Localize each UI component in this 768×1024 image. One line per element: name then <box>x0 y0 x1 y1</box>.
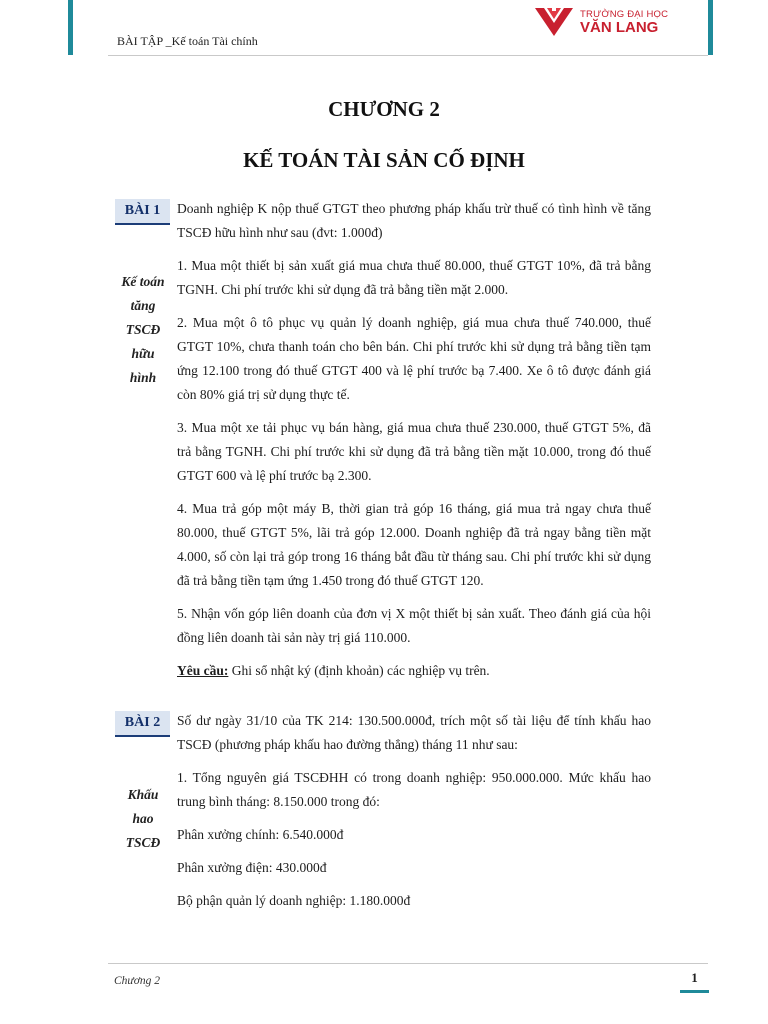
exercise-2-topic <box>113 783 173 855</box>
requirement-label: Yêu cầu: <box>177 663 229 678</box>
exercise-2-topic-line: TSCĐ <box>125 835 161 850</box>
exercise-2-item: 1. Tổng nguyên giá TSCĐHH có trong doanh nghiệp: 950.000.000. Mức khấu hao trung bình tháng: 8.150.000 trong đó: <box>177 770 651 809</box>
exercise-2-topic-line: Khấu <box>127 787 159 802</box>
left-accent-bar <box>68 0 73 55</box>
exercise-1-topic-line: TSCĐ <box>125 322 161 337</box>
logo-text-line2: VĂN LANG <box>580 19 659 36</box>
exercise-2-item: Phân xưởng chính: 6.540.000đ <box>177 827 344 842</box>
exercise-1-item: 3. Mua một xe tải phục vụ bán hàng, giá mua chưa thuế 230.000, thuế GTGT 5%, đã trả bằng TGNH. Chi phí trước khi sử dụng đã trả bằng tiền mặt 10.000, trong đó thuế GTGT 600 và lệ phí trước bạ 2.300. <box>177 420 651 483</box>
exercise-2-item: Phân xưởng điện: 430.000đ <box>177 860 327 875</box>
exercise-1-item: 1. Mua một thiết bị sản xuất giá mua chưa thuế 80.000, thuế GTGT 10%, đã trả bằng TGNH. Chi phí trước khi sử dụng đã trả bằng tiền mặt 2.000. <box>177 258 651 297</box>
exercise-1-item: 2. Mua một ô tô phục vụ quản lý doanh nghiệp, giá mua chưa thuế 740.000, thuế GTGT 10%, chưa thanh toán cho bên bán. Chi phí trước khi sử dụng trả bằng tiền tạm ứng 12.100 trong đó thuế GTGT 400 và lệ phí trước bạ 7.400. Xe ô tô được đánh giá còn 80% giá trị sử dụng thực tế. <box>177 315 651 402</box>
page-number: 1 <box>680 965 709 993</box>
exercise-2-item: Bộ phận quản lý doanh nghiệp: 1.180.000đ <box>177 893 411 908</box>
university-logo-icon <box>533 5 575 37</box>
right-accent-bar <box>708 0 713 55</box>
exercise-2-label: BÀI 2 <box>115 711 170 737</box>
chapter-title: KẾ TOÁN TÀI SẢN CỐ ĐỊNH <box>243 148 525 172</box>
exercise-1-topic-line: tăng <box>130 298 156 313</box>
exercise-1-intro: Doanh nghiệp K nộp thuế GTGT theo phương pháp khấu trừ thuế có tình hình về tăng TSCĐ hữu hình như sau (đvt: 1.000đ) <box>177 201 651 240</box>
chapter-number: CHƯƠNG 2 <box>328 97 440 121</box>
exercise-1-topic-line: Kế toán <box>121 274 165 289</box>
exercise-1-item: 5. Nhận vốn góp liên doanh của đơn vị X một thiết bị sản xuất. Theo đánh giá của hội đồng liên doanh tài sản này trị giá 110.000. <box>177 606 651 645</box>
exercise-1-label: BÀI 1 <box>115 199 170 225</box>
exercise-1-topic <box>113 270 173 390</box>
footer-chapter-label: Chương 2 <box>114 975 160 987</box>
exercise-2-intro: Số dư ngày 31/10 của TK 214: 130.500.000đ, trích một số tài liệu để tính khấu hao TSCĐ (phương pháp khấu hao đường thẳng) tháng 11 như sau: <box>177 713 651 752</box>
logo-text-line1: TRƯỜNG ĐẠI HỌC <box>580 9 669 20</box>
exercise-1-topic-line: hình <box>129 370 157 385</box>
exercise-1-item: 4. Mua trả góp một máy B, thời gian trả góp 16 tháng, giá mua trả ngay chưa thuế 80.000, thuế GTGT 5%, lãi trả góp 12.000. Doanh nghiệp đã trả ngay bằng tiền mặt 4.000, số còn lại trả góp trong 16 tháng bắt đầu từ tháng sau. Chi phí trước khi sử dụng đã trả bằng tiền tạm ứng 1.450 trong đó thuế GTGT 120. <box>177 501 651 588</box>
exercise-1-topic-line: hữu <box>131 346 155 361</box>
footer-divider <box>108 963 708 964</box>
header-title: BÀI TẬP _Kế toán Tài chính <box>117 34 258 48</box>
requirement-text: Ghi sổ nhật ký (định khoản) các nghiệp vụ trên. <box>228 663 490 678</box>
exercise-2-topic-line: hao <box>132 811 154 826</box>
exercise-1-requirement <box>177 659 651 683</box>
university-logo <box>533 5 669 39</box>
exercise-2-body <box>177 709 651 922</box>
exercise-1-body <box>177 197 651 692</box>
header-divider <box>108 55 708 56</box>
